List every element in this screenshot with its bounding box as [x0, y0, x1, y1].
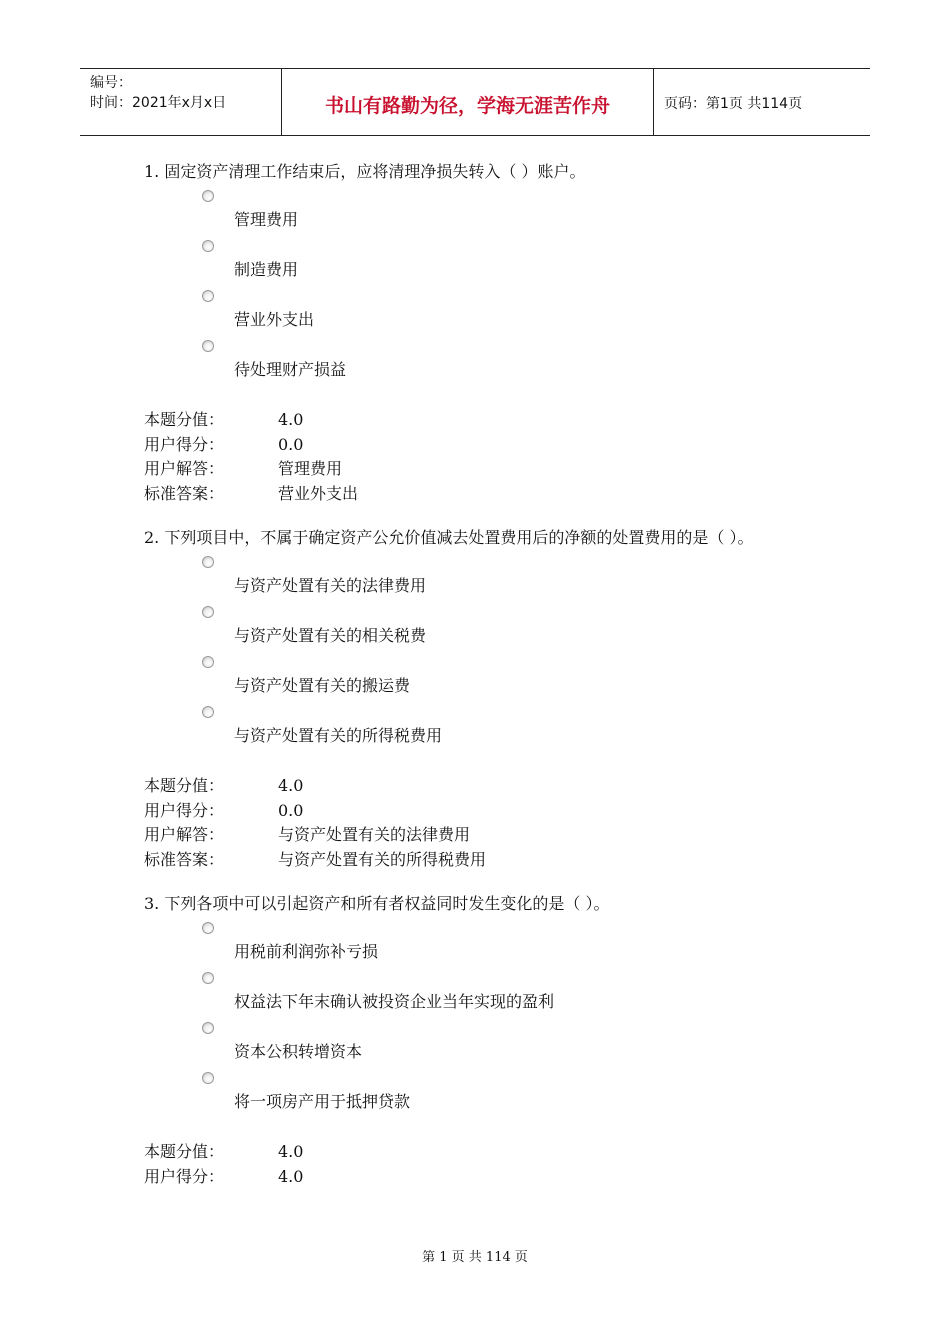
radio-button-icon[interactable] — [202, 706, 214, 718]
score-key: 用户解答： — [144, 459, 225, 478]
radio-button-icon[interactable] — [202, 340, 214, 352]
score-key: 用户得分： — [144, 800, 225, 820]
score-value: 4.0 — [278, 1166, 304, 1186]
option-label: 资本公积转增资本 — [234, 1042, 363, 1061]
score-value: 0.0 — [278, 434, 304, 454]
score-row — [144, 1140, 824, 1165]
option-label: 与资产处置有关的所得税费用 — [234, 726, 443, 745]
score-row — [144, 433, 824, 458]
option-label: 用税前利润弥补亏损 — [234, 942, 379, 961]
score-key: 用户解答： — [144, 825, 225, 844]
question-2 — [144, 526, 824, 872]
option-label: 待处理财产损益 — [234, 360, 347, 379]
radio-button-icon[interactable] — [202, 556, 214, 568]
score-row — [144, 848, 824, 873]
score-key: 标准答案： — [144, 483, 225, 503]
score-info — [144, 408, 824, 506]
radio-button-icon[interactable] — [202, 656, 214, 668]
option-label: 权益法下年末确认被投资企业当年实现的盈利 — [234, 992, 555, 1011]
score-row — [144, 457, 824, 482]
answer-option[interactable] — [144, 286, 824, 336]
score-row — [144, 774, 824, 799]
score-key: 标准答案： — [144, 849, 225, 869]
question-1 — [144, 160, 824, 506]
score-info — [144, 774, 824, 872]
radio-button-icon[interactable] — [202, 190, 214, 202]
radio-button-icon[interactable] — [202, 972, 214, 984]
question-3 — [144, 892, 824, 1189]
number-label: 编号： — [90, 75, 132, 91]
score-row — [144, 1165, 824, 1190]
answer-option[interactable] — [144, 918, 824, 968]
score-value: 4.0 — [278, 1142, 304, 1161]
score-info — [144, 1140, 824, 1189]
page-footer: 第 1 页 共 114 页 — [422, 1250, 528, 1265]
score-key: 用户得分： — [144, 1166, 225, 1186]
score-row — [144, 823, 824, 848]
radio-button-icon[interactable] — [202, 922, 214, 934]
score-value: 与资产处置有关的所得税费用 — [278, 849, 487, 869]
question-text: 2. 下列项目中，不属于确定资产公允价值减去处置费用后的净额的处置费用的是（ ）。 — [144, 528, 754, 547]
answer-option[interactable] — [144, 602, 824, 652]
score-key: 用户得分： — [144, 434, 225, 454]
time-label: 时间：2021年x月x日 — [90, 95, 227, 111]
header-motto: 书山有路勤为径，学海无涯苦作舟 — [282, 69, 654, 135]
score-key: 本题分值： — [144, 776, 225, 795]
header-info-cell — [80, 69, 282, 135]
answer-option[interactable] — [144, 336, 824, 386]
score-row — [144, 408, 824, 433]
score-key: 本题分值： — [144, 1142, 225, 1161]
score-row — [144, 482, 824, 507]
option-label: 管理费用 — [234, 210, 299, 229]
question-text: 1. 固定资产清理工作结束后，应将清理净损失转入（ ）账户。 — [144, 162, 586, 181]
radio-button-icon[interactable] — [202, 1022, 214, 1034]
question-list — [144, 160, 824, 1209]
answer-option[interactable] — [144, 552, 824, 602]
radio-button-icon[interactable] — [202, 240, 214, 252]
score-value: 与资产处置有关的法律费用 — [278, 825, 471, 844]
score-value: 营业外支出 — [278, 483, 359, 503]
option-label: 与资产处置有关的相关税费 — [234, 626, 427, 645]
answer-option[interactable] — [144, 968, 824, 1018]
score-value: 管理费用 — [278, 459, 343, 478]
option-label: 与资产处置有关的搬运费 — [234, 676, 411, 695]
answer-option[interactable] — [144, 702, 824, 752]
answer-option[interactable] — [144, 236, 824, 286]
score-row — [144, 799, 824, 824]
radio-button-icon[interactable] — [202, 1072, 214, 1084]
answer-option[interactable] — [144, 652, 824, 702]
score-value: 4.0 — [278, 776, 304, 795]
option-label: 与资产处置有关的法律费用 — [234, 576, 427, 595]
answer-option[interactable] — [144, 1018, 824, 1068]
answer-option[interactable] — [144, 1068, 824, 1118]
option-label: 营业外支出 — [234, 310, 315, 329]
score-value: 0.0 — [278, 800, 304, 820]
question-text: 3. 下列各项中可以引起资产和所有者权益同时发生变化的是（ ）。 — [144, 894, 610, 913]
option-label: 将一项房产用于抵押贷款 — [234, 1092, 411, 1111]
page-header — [80, 68, 870, 136]
header-page-info: 页码：第1页 共114页 — [664, 96, 803, 112]
score-value: 4.0 — [278, 410, 304, 429]
option-label: 制造费用 — [234, 260, 299, 279]
radio-button-icon[interactable] — [202, 606, 214, 618]
score-key: 本题分值： — [144, 410, 225, 429]
answer-option[interactable] — [144, 186, 824, 236]
radio-button-icon[interactable] — [202, 290, 214, 302]
